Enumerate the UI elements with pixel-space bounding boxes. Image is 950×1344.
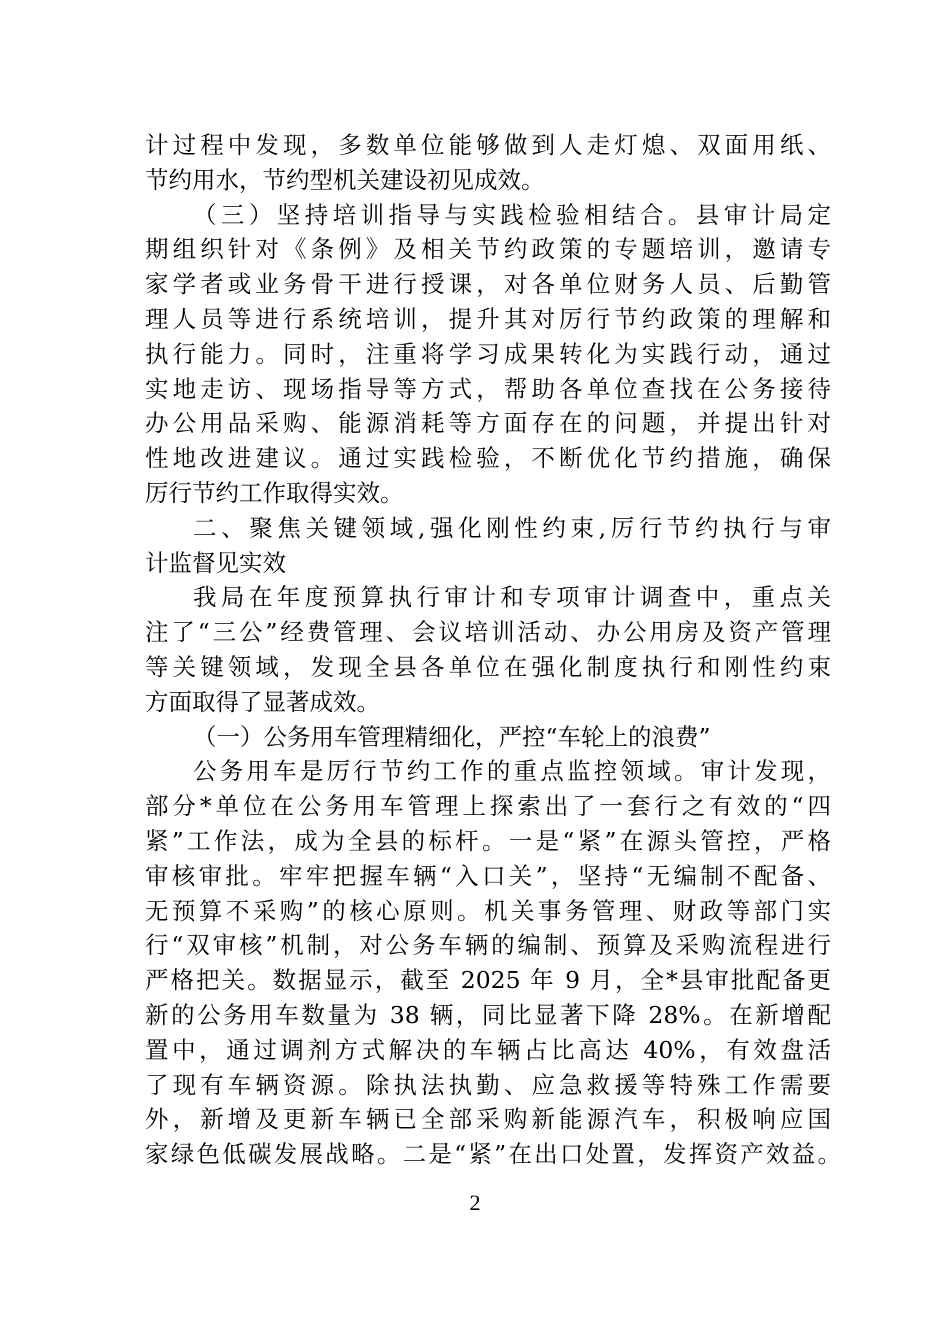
text-line: 行“双审核”机制，对公务车辆的编制、预算及采购流程进行	[145, 931, 831, 960]
text-line: 注了“三公”经费管理、会议培训活动、办公用房及资产管理	[145, 618, 831, 647]
text-line: 家绿色低碳发展战略。二是“紧”在出口处置，发挥资产效益。	[145, 1140, 841, 1169]
text-line: 无预算不采购”的核心原则。机关事务管理、财政等部门实	[145, 896, 831, 925]
text-line: 执行能力。同时，注重将学习成果转化为实践行动，通过	[145, 339, 831, 368]
text-line: 我局在年度预算执行审计和专项审计调查中，重点关	[193, 583, 831, 612]
text-line: 理人员等进行系统培训，提升其对厉行节约政策的理解和	[145, 305, 831, 333]
text-line: 等关键领域，发现全县各单位在强化制度执行和刚性约束	[145, 653, 831, 681]
text-line: 家学者或业务骨干进行授课，对各单位财务人员、后勤管	[145, 270, 831, 299]
text-line: 严格把关。数据显示，截至 2025 年 9 月，全*县审批配备更	[145, 966, 831, 995]
text-line: 审核审批。牢牢把握车辆“入口关”，坚持“无编制不配备、	[145, 861, 831, 890]
text-line: 外，新增及更新车辆已全部采购新能源汽车，积极响应国	[145, 1105, 831, 1134]
text-line: 置中，通过调剂方式解决的车辆占比高达 40%，有效盘活	[145, 1035, 831, 1064]
text-line: 期组织针对《条例》及相关节约政策的专题培训，邀请专	[145, 235, 831, 264]
text-line: 二、聚焦关键领域,强化刚性约束,厉行节约执行与审	[193, 513, 831, 542]
text-line: 新的公务用车数量为 38 辆，同比显著下降 28%。在新增配	[145, 1001, 831, 1029]
text-line: 公务用车是厉行节约工作的重点监控领域。审计发现，	[193, 757, 831, 786]
text-line: 厉行节约工作取得实效。	[145, 479, 404, 507]
text-line: （三）坚持培训指导与实践检验相结合。县审计局定	[193, 200, 831, 229]
text-line: 性地改进建议。通过实践检验，不断优化节约措施，确保	[145, 444, 831, 473]
text-line: （一）公务用车管理精细化，严控“车轮上的浪费”	[193, 722, 711, 751]
text-line: 节约用水，节约型机关建设初见成效。	[145, 165, 545, 194]
text-line: 部分*单位在公务用车管理上探索出了一套行之有效的“四	[145, 792, 831, 821]
text-line: 了现有车辆资源。除执法执勤、应急救援等特殊工作需要	[145, 1070, 831, 1099]
text-line: 方面取得了显著成效。	[145, 687, 380, 716]
text-line: 办公用品采购、能源消耗等方面存在的问题，并提出针对	[145, 409, 831, 438]
text-line: 计过程中发现，多数单位能够做到人走灯熄、双面用纸、	[145, 131, 831, 159]
text-line: 紧”工作法，成为全县的标杆。一是“紧”在源头管控，严格	[145, 827, 831, 855]
text-line: 实地走访、现场指导等方式，帮助各单位查找在公务接待	[145, 374, 831, 403]
text-line: 计监督见实效	[145, 548, 286, 577]
page-number: 2	[469, 1190, 481, 1215]
